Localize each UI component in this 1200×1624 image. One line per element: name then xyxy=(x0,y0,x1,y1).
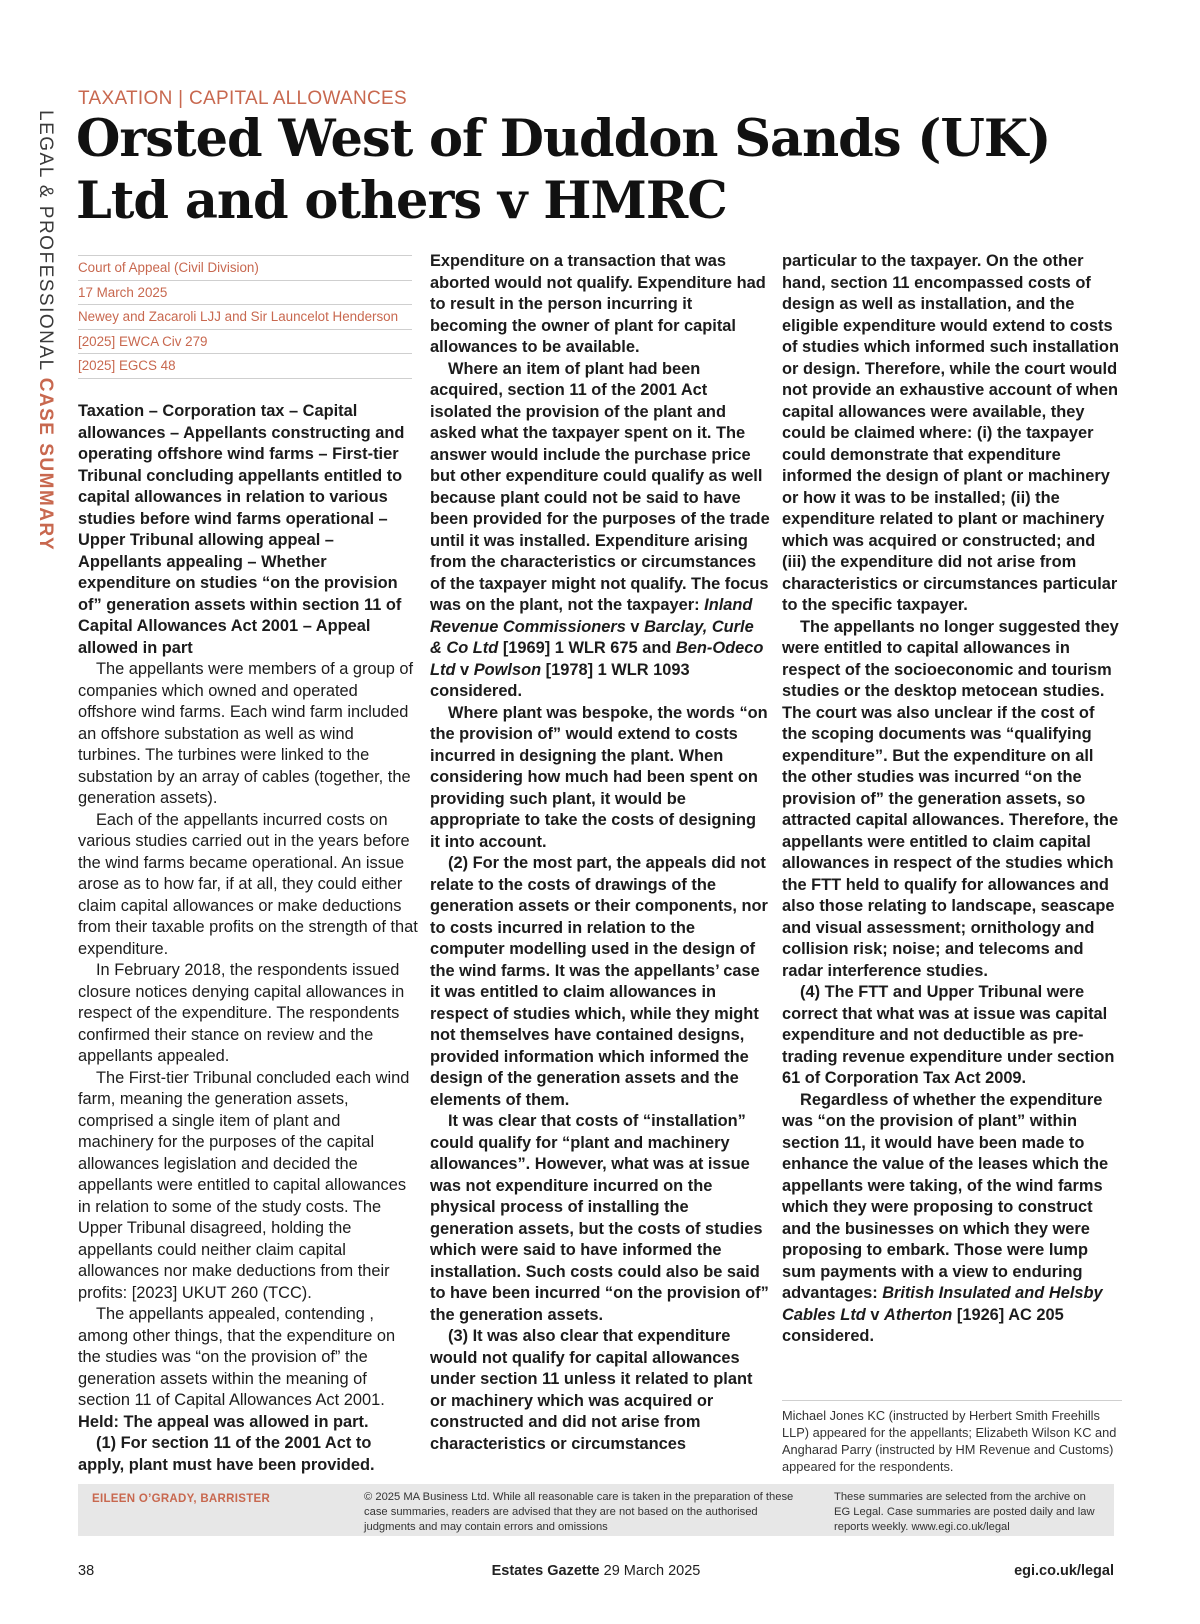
publication-line xyxy=(78,1563,1114,1579)
case-name: Inland Revenue Commissioners xyxy=(430,596,753,636)
column-1 xyxy=(78,401,418,1476)
meta-egcs: [2025] EGCS 48 xyxy=(78,354,412,379)
held-paragraph: It was clear that costs of “installation” could qualify for “plant and machinery allowances”. However, what was at issue was not expenditure incurred on the physical process of installing the generation assets, but the costs of studies which were said to have informed the installation. Such costs could also be said to have been incurred “on the provision of” the generation assets. xyxy=(430,1112,769,1324)
side-label-accent: CASE SUMMARY xyxy=(35,377,56,552)
case-name: Atherton xyxy=(884,1305,953,1324)
page-number: 38 xyxy=(78,1563,95,1579)
counsel-note: Michael Jones KC (instructed by Herbert Smith Freehills LLP) appeared for the appellants; Elizabeth Wilson KC and Angharad Parry (instructed by HM Revenue and Customs) appeared for the respondents. xyxy=(782,1400,1122,1475)
case-title: Orsted West of Duddon Sands (UK) Ltd and others v HMRC xyxy=(76,109,1051,231)
case-name: Powlson xyxy=(473,660,542,679)
section-side-label xyxy=(28,110,58,550)
body-paragraph: In February 2018, the respondents issued closure notices denying capital allowances in respect of the expenditure. The respondents confirmed their stance on review and the appellants appealed. xyxy=(78,961,405,1065)
body-paragraph: The First-tier Tribunal concluded each wind farm, meaning the generation assets, comprised a single item of plant and machinery for the purposes of the capital allowances legislation and decided the appellants were entitled to capital allowances in relation to some of the study costs. The Upper Tribunal disagreed, holding the appellants could neither claim capital allowances nor make deductions from their profits: [2023] UKUT 260 (TCC). xyxy=(78,1068,410,1302)
case-name: Barclay, Curle & Co Ltd xyxy=(430,617,754,657)
held-paragraph: (2) For the most part, the appeals did not relate to the costs of drawings of the generation assets or their components, nor to costs incurred in relation to the computer modelling used in the design of the wind farms. It was the appellants’ case it was entitled to claim allowances in respect of studies which, while they might not themselves have contained designs, provided information which informed the design of the generation assets and the elements of them. xyxy=(430,854,768,1109)
held-paragraph: Regardless of whether the expenditure was “on the provision of plant” within section 11, it would have been made to enhance the value of the leases which the appellants were taking, of the wind farms which they were proposing to construct and the businesses on which they were proposing to embark. Those were lump sum payments with a view to enduring advantages: British Insulated and Helsby Cables Ltd v Atherton [1926] AC 205 considered. xyxy=(782,1090,1109,1345)
issue-date: 29 March 2025 xyxy=(599,1563,701,1579)
column-2 xyxy=(430,251,770,1455)
body-paragraph: The appellants were members of a group of companies which owned and operated offshore wind farms. Each wind farm included an offshore substation as well as wind turbines. The turbines were linked to the substation by an array of cables (together, the generation assets). xyxy=(78,660,414,807)
copyright-notice: © 2025 MA Business Ltd. While all reasonable care is taken in the preparation of these case summaries, readers are advised that they are not based on the authorised judgments and may contain errors and omissions xyxy=(364,1491,794,1533)
meta-court: Court of Appeal (Civil Division) xyxy=(78,255,412,281)
held-paragraph: (3) It was also clear that expenditure would not qualify for capital allowances under section 11 unless it related to plant or machinery which was acquired or constructed and did not arise from characteristics or circumstances xyxy=(430,1327,753,1453)
body-paragraph: The appellants appealed, contending , among other things, that the expenditure on the studies was “on the provision of” the generation assets within the meaning of section 11 of Capital Allowances Act 2001. xyxy=(78,1305,396,1409)
held-paragraph: The appellants no longer suggested they were entitled to capital allowances in respect of the socioeconomic and tourism studies or the desktop metocean studies. The court was also unclear if the cost of the scoping documents was “qualifying expenditure”. But the expenditure on all the other studies was incurred “on the provision of” the generation assets, so attracted capital allowances. Therefore, the appellants were entitled to claim capital allowances in respect of the studies which the FTT held to qualify for allowances and also those relating to landscape, seascape and visual assessment; ornithology and collision risk; noise; and telecoms and radar interference studies. xyxy=(782,617,1119,980)
keywords-paragraph: Taxation – Corporation tax – Capital allowances – Appellants constructing and operating offshore wind farms – First-tier Tribunal concluding appellants entitled to capital allowances in relation to various studies before wind farms operational – Upper Tribunal allowing appeal – Appellants appealing – Whether expenditure on studies “on the provision of” generation assets within section 11 of Capital Allowances Act 2001 – Appeal allowed in part xyxy=(78,402,405,657)
meta-citation: [2025] EWCA Civ 279 xyxy=(78,330,412,355)
meta-judges: Newey and Zacaroli LJJ and Sir Launcelot Henderson xyxy=(78,305,412,330)
held-paragraph: particular to the taxpayer. On the other hand, section 11 encompassed costs of design as well as installation, and the eligible expenditure would extend to costs of studies which informed such installation or design. Therefore, while the court would not provide an exhaustive account of when capital allowances were available, they could be claimed where: (i) the taxpayer could demonstrate that expenditure informed the design of plant or machinery or how it was to be installed; (ii) the expenditure related to plant or machinery which was acquired or constructed; and (iii) the expenditure did not arise from characteristics or circumstances particular to the specific taxpayer. xyxy=(782,252,1119,614)
held-paragraph: Expenditure on a transaction that was aborted would not qualify. Expenditure had to result in the person incurring it becoming the owner of plant for capital allowances to be available. xyxy=(430,252,766,356)
case-metadata xyxy=(78,255,412,379)
case-name: British Insulated and Helsby Cables Ltd xyxy=(782,1284,1103,1324)
meta-date: 17 March 2025 xyxy=(78,281,412,306)
column-3 xyxy=(782,251,1122,1348)
held-paragraph: (1) For section 11 of the 2001 Act to apply, plant must have been provided. xyxy=(78,1434,375,1474)
held-heading: Held: The appeal was allowed in part. xyxy=(78,1412,369,1431)
publication-name: Estates Gazette xyxy=(491,1563,600,1579)
case-name: Ben-Odeco Ltd xyxy=(430,639,764,679)
footer-panel xyxy=(78,1484,1114,1536)
body-paragraph: Each of the appellants incurred costs on various studies carried out in the years before the wind farms became operational. An issue arose as to how far, if at all, they could either claim capital allowances or make deductions from their taxable profits on the strength of that expenditure. xyxy=(78,810,418,958)
held-paragraph: (4) The FTT and Upper Tribunal were correct that what was at issue was capital expenditure and not deductible as pre-trading revenue expenditure under section 61 of Corporation Tax Act 2009. xyxy=(782,983,1115,1087)
side-label-prefix: LEGAL & PROFESSIONAL xyxy=(35,110,56,378)
held-paragraph: Where plant was bespoke, the words “on the provision of” would extend to costs incurred in designing the plant. When considering how much had been spent on providing such plant, it would be appropriate to take the costs of designing it into account. xyxy=(430,703,768,851)
site-link[interactable]: egi.co.uk/legal xyxy=(1014,1563,1114,1579)
author-credit: EILEEN O’GRADY, BARRISTER xyxy=(92,1493,271,1505)
held-paragraph: Where an item of plant had been acquired, section 11 of the 2001 Act isolated the provision of the plant and asked what the taxpayer spent on it. The answer would include the purchase price but other expenditure could qualify as well because plant could not be said to have been provided for the purposes of the trade until it was installed. Expenditure arising from the characteristics or circumstances of the taxpayer might not qualify. The focus was on the plant, not the taxpayer: Inland Revenue Commissioners v Barclay, Curle & Co Ltd [1969] 1 WLR 675 and Ben-Odeco Ltd v Powlson [1978] 1 WLR 1093 considered. xyxy=(430,359,770,700)
category-kicker: TAXATION | CAPITAL ALLOWANCES xyxy=(78,88,407,109)
archive-note: These summaries are selected from the archive on EG Legal. Case summaries are posted daily and law reports weekly. www.egi.co.uk/legal xyxy=(834,1491,1095,1533)
